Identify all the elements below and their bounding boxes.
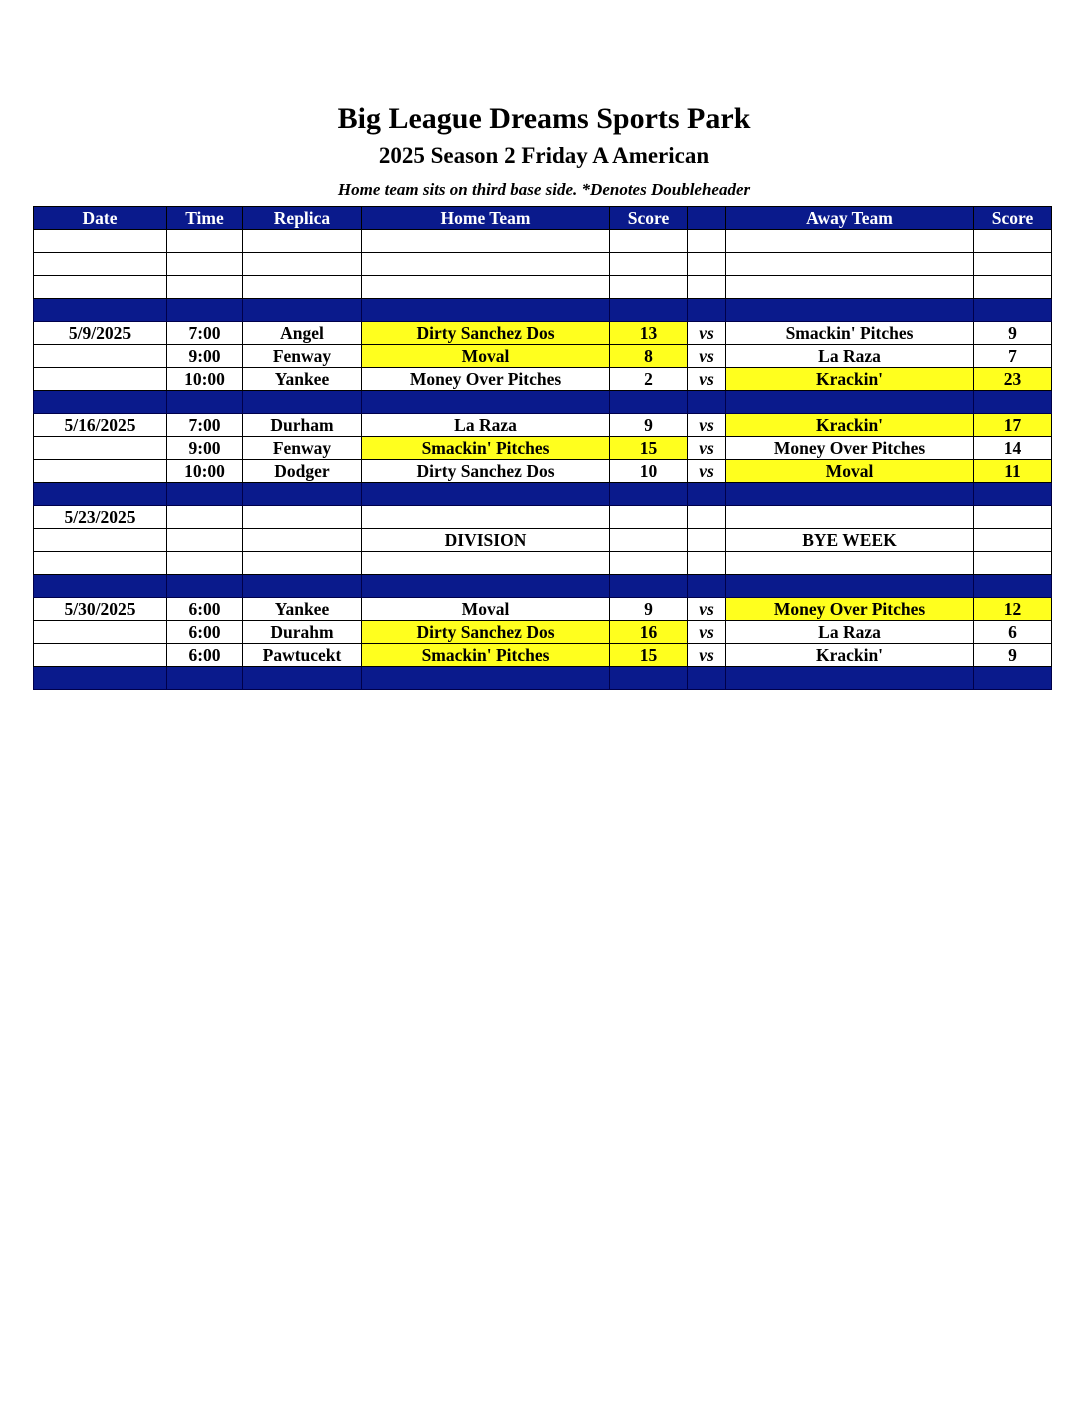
table-row [34, 598, 1052, 621]
away-team-cell [726, 253, 974, 276]
replica-cell [243, 253, 362, 276]
table-row [34, 322, 1052, 345]
separator-row [34, 299, 1052, 322]
date-cell [34, 552, 167, 575]
vs-cell: vs [688, 437, 726, 460]
vs-cell: vs [688, 322, 726, 345]
replica-cell: Durahm [243, 621, 362, 644]
home-team-cell: Money Over Pitches [362, 368, 610, 391]
table-row [34, 644, 1052, 667]
home-score-cell [610, 667, 688, 690]
vs-cell [688, 299, 726, 322]
away-team-cell [726, 276, 974, 299]
vs-cell [688, 253, 726, 276]
header-row [34, 207, 1052, 230]
separator-row [34, 575, 1052, 598]
home-team-cell [362, 667, 610, 690]
time-cell: 7:00 [167, 322, 243, 345]
replica-cell [243, 391, 362, 414]
away-team-cell: Krackin' [726, 414, 974, 437]
home-team-cell: Dirty Sanchez Dos [362, 460, 610, 483]
away-team-cell [726, 506, 974, 529]
replica-cell [243, 483, 362, 506]
date-cell [34, 621, 167, 644]
date-cell [34, 667, 167, 690]
replica-cell [243, 506, 362, 529]
away-team-cell: BYE WEEK [726, 529, 974, 552]
home-score-cell [610, 253, 688, 276]
date-cell: 5/9/2025 [34, 322, 167, 345]
home-score-cell [610, 391, 688, 414]
date-cell [34, 483, 167, 506]
home-team-cell [362, 483, 610, 506]
date-cell [34, 368, 167, 391]
vs-cell: vs [688, 644, 726, 667]
home-team-cell [362, 253, 610, 276]
vs-cell [688, 391, 726, 414]
away-score-cell [974, 230, 1052, 253]
column-header-vs [688, 207, 726, 230]
date-cell: 5/23/2025 [34, 506, 167, 529]
home-team-cell [362, 506, 610, 529]
column-header-home-score: Score [610, 207, 688, 230]
column-header-home-team: Home Team [362, 207, 610, 230]
away-score-cell: 23 [974, 368, 1052, 391]
replica-cell: Pawtucekt [243, 644, 362, 667]
vs-cell [688, 552, 726, 575]
date-cell: 5/30/2025 [34, 598, 167, 621]
away-team-cell [726, 575, 974, 598]
away-score-cell: 9 [974, 644, 1052, 667]
time-cell [167, 299, 243, 322]
away-score-cell: 14 [974, 437, 1052, 460]
vs-cell [688, 529, 726, 552]
column-header-away-score: Score [974, 207, 1052, 230]
date-cell [34, 460, 167, 483]
replica-cell: Yankee [243, 368, 362, 391]
home-team-cell: Dirty Sanchez Dos [362, 621, 610, 644]
table-row [34, 621, 1052, 644]
table-row [34, 437, 1052, 460]
home-team-cell: Dirty Sanchez Dos [362, 322, 610, 345]
time-cell: 9:00 [167, 345, 243, 368]
away-team-cell [726, 552, 974, 575]
home-score-cell: 13 [610, 322, 688, 345]
date-cell [34, 345, 167, 368]
home-team-cell: Smackin' Pitches [362, 437, 610, 460]
separator-row [34, 667, 1052, 690]
date-cell [34, 644, 167, 667]
page-title: Big League Dreams Sports Park [337, 102, 751, 135]
vs-cell [688, 276, 726, 299]
time-cell: 10:00 [167, 460, 243, 483]
time-cell: 9:00 [167, 437, 243, 460]
time-cell: 6:00 [167, 598, 243, 621]
time-cell [167, 506, 243, 529]
away-team-cell: La Raza [726, 621, 974, 644]
vs-cell [688, 230, 726, 253]
away-score-cell [974, 253, 1052, 276]
table-row [34, 345, 1052, 368]
home-team-cell: La Raza [362, 414, 610, 437]
time-cell: 6:00 [167, 644, 243, 667]
separator-row [34, 391, 1052, 414]
away-team-cell: Krackin' [726, 368, 974, 391]
date-cell [34, 253, 167, 276]
date-cell [34, 391, 167, 414]
home-score-cell: 16 [610, 621, 688, 644]
table-row [34, 460, 1052, 483]
schedule-body [34, 230, 1052, 690]
home-score-cell [610, 230, 688, 253]
table-row [34, 506, 1052, 529]
away-team-cell: Money Over Pitches [726, 598, 974, 621]
time-cell [167, 667, 243, 690]
time-cell [167, 253, 243, 276]
away-score-cell [974, 667, 1052, 690]
blank-row [34, 230, 1052, 253]
away-score-cell [974, 299, 1052, 322]
time-cell [167, 529, 243, 552]
column-header-replica: Replica [243, 207, 362, 230]
date-cell [34, 230, 167, 253]
home-team-cell: Smackin' Pitches [362, 644, 610, 667]
schedule-note: Home team sits on third base side. *Denotes Doubleheader [337, 180, 751, 199]
home-score-cell [610, 506, 688, 529]
home-team-cell: Moval [362, 345, 610, 368]
vs-cell [688, 483, 726, 506]
home-team-cell [362, 230, 610, 253]
date-cell [34, 529, 167, 552]
time-cell: 6:00 [167, 621, 243, 644]
home-score-cell [610, 276, 688, 299]
replica-cell [243, 276, 362, 299]
replica-cell [243, 667, 362, 690]
vs-cell: vs [688, 621, 726, 644]
replica-cell: Dodger [243, 460, 362, 483]
blank-row [34, 276, 1052, 299]
home-score-cell: 15 [610, 437, 688, 460]
replica-cell [243, 575, 362, 598]
time-cell [167, 276, 243, 299]
home-team-cell: DIVISION [362, 529, 610, 552]
away-team-cell: Moval [726, 460, 974, 483]
vs-cell: vs [688, 368, 726, 391]
vs-cell: vs [688, 598, 726, 621]
away-score-cell [974, 391, 1052, 414]
blank-row [34, 552, 1052, 575]
away-team-cell [726, 483, 974, 506]
vs-cell [688, 667, 726, 690]
date-cell [34, 437, 167, 460]
away-score-cell: 6 [974, 621, 1052, 644]
replica-cell [243, 230, 362, 253]
date-cell [34, 575, 167, 598]
date-cell [34, 299, 167, 322]
time-cell [167, 575, 243, 598]
vs-cell [688, 575, 726, 598]
replica-cell: Fenway [243, 345, 362, 368]
home-team-cell: Moval [362, 598, 610, 621]
page-subtitle: 2025 Season 2 Friday A American [378, 143, 710, 168]
away-score-cell [974, 483, 1052, 506]
time-cell [167, 483, 243, 506]
away-score-cell [974, 276, 1052, 299]
away-team-cell: La Raza [726, 345, 974, 368]
home-score-cell: 8 [610, 345, 688, 368]
home-score-cell [610, 529, 688, 552]
away-score-cell [974, 506, 1052, 529]
away-team-cell [726, 391, 974, 414]
schedule-table [33, 206, 1052, 690]
home-score-cell [610, 575, 688, 598]
away-team-cell: Krackin' [726, 644, 974, 667]
home-score-cell: 15 [610, 644, 688, 667]
replica-cell: Durham [243, 414, 362, 437]
date-cell: 5/16/2025 [34, 414, 167, 437]
vs-cell: vs [688, 345, 726, 368]
away-score-cell: 7 [974, 345, 1052, 368]
blank-row [34, 253, 1052, 276]
home-score-cell: 2 [610, 368, 688, 391]
home-score-cell: 9 [610, 414, 688, 437]
home-team-cell [362, 552, 610, 575]
home-score-cell: 10 [610, 460, 688, 483]
replica-cell: Yankee [243, 598, 362, 621]
away-score-cell: 17 [974, 414, 1052, 437]
home-team-cell [362, 575, 610, 598]
table-row [34, 529, 1052, 552]
time-cell [167, 552, 243, 575]
home-team-cell [362, 276, 610, 299]
away-score-cell: 12 [974, 598, 1052, 621]
home-team-cell [362, 391, 610, 414]
time-cell [167, 391, 243, 414]
away-team-cell: Money Over Pitches [726, 437, 974, 460]
home-score-cell [610, 299, 688, 322]
replica-cell [243, 299, 362, 322]
column-header-away-team: Away Team [726, 207, 974, 230]
table-row [34, 414, 1052, 437]
home-score-cell [610, 483, 688, 506]
table-row [34, 368, 1052, 391]
time-cell [167, 230, 243, 253]
away-score-cell [974, 529, 1052, 552]
away-team-cell: Smackin' Pitches [726, 322, 974, 345]
away-score-cell: 11 [974, 460, 1052, 483]
home-score-cell: 9 [610, 598, 688, 621]
replica-cell [243, 552, 362, 575]
away-team-cell [726, 667, 974, 690]
away-team-cell [726, 230, 974, 253]
time-cell: 7:00 [167, 414, 243, 437]
replica-cell: Angel [243, 322, 362, 345]
home-team-cell [362, 299, 610, 322]
away-score-cell [974, 575, 1052, 598]
replica-cell [243, 529, 362, 552]
home-score-cell [610, 552, 688, 575]
column-header-date: Date [34, 207, 167, 230]
away-team-cell [726, 299, 974, 322]
replica-cell: Fenway [243, 437, 362, 460]
date-cell [34, 276, 167, 299]
separator-row [34, 483, 1052, 506]
away-score-cell [974, 552, 1052, 575]
time-cell: 10:00 [167, 368, 243, 391]
vs-cell: vs [688, 414, 726, 437]
away-score-cell: 9 [974, 322, 1052, 345]
vs-cell [688, 506, 726, 529]
column-header-time: Time [167, 207, 243, 230]
vs-cell: vs [688, 460, 726, 483]
